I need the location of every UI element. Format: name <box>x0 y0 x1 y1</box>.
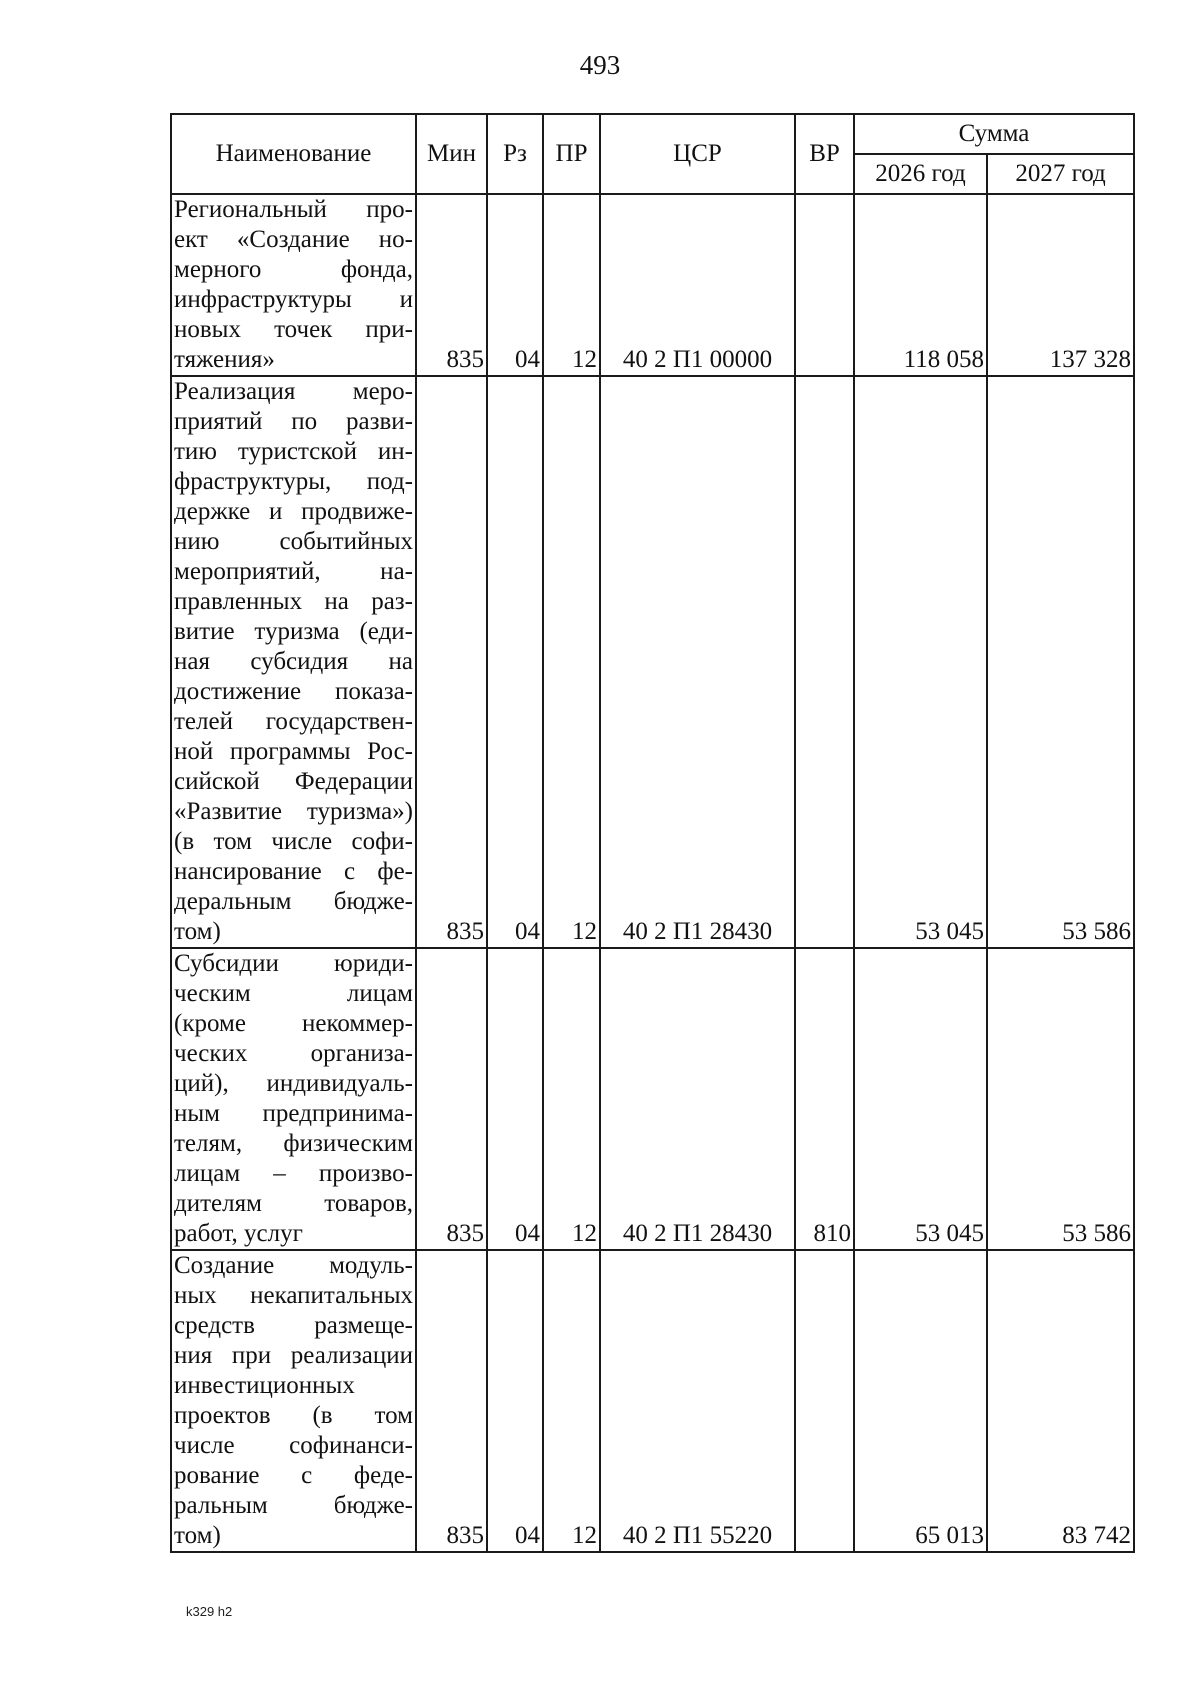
row-name-line: мерного фонда, <box>174 256 413 283</box>
row-csr-cell: 40 2 П1 28430 <box>600 376 795 948</box>
row-name-line: ций), индивидуаль- <box>174 1070 413 1097</box>
table-row <box>171 376 1134 948</box>
row-name-line: Создание модуль- <box>174 1252 413 1279</box>
header-vr: ВР <box>795 114 854 194</box>
row-name-line: держке и продвиже- <box>174 498 413 525</box>
row-name-line: лицам – произво- <box>174 1160 413 1187</box>
row-name-line: ным предпринима- <box>174 1100 413 1127</box>
row-min-cell: 835 <box>416 948 487 1250</box>
row-vr-cell <box>795 1250 854 1552</box>
row-pr-cell: 12 <box>543 1250 600 1552</box>
table-body <box>171 194 1134 1552</box>
row-name-line: ных некапитальных <box>174 1282 413 1309</box>
header-pr: ПР <box>543 114 600 194</box>
row-name-line: телей государствен- <box>174 708 413 735</box>
header-row <box>171 114 1134 154</box>
row-rz-cell: 04 <box>487 948 543 1250</box>
row-rz-cell: 04 <box>487 194 543 376</box>
row-sum-2027-cell: 53 586 <box>987 376 1134 948</box>
row-sum-2026-cell: 53 045 <box>854 376 987 948</box>
row-name-line: том) <box>174 1522 221 1549</box>
row-vr-cell: 810 <box>795 948 854 1250</box>
table-row <box>171 194 1134 376</box>
row-name-line: телям, физическим <box>174 1130 413 1157</box>
header-rz: Рз <box>487 114 543 194</box>
row-name-line: фраструктуры, под- <box>174 468 413 495</box>
row-name-line: инфраструктуры и <box>174 286 413 313</box>
row-name-line: тию туристской ин- <box>174 438 413 465</box>
row-name-line: ной программы Рос- <box>174 738 413 765</box>
row-name-cell <box>171 1250 416 1552</box>
row-sum-2027-cell: 137 328 <box>987 194 1134 376</box>
row-name-line: достижение показа- <box>174 678 413 705</box>
row-name-line: ния при реализации <box>174 1342 413 1369</box>
row-sum-2026-cell: 53 045 <box>854 948 987 1250</box>
row-name-line: деральным бюдже- <box>174 888 413 915</box>
row-name-cell <box>171 376 416 948</box>
row-pr-cell: 12 <box>543 194 600 376</box>
row-sum-2026-cell: 65 013 <box>854 1250 987 1552</box>
row-min-cell: 835 <box>416 376 487 948</box>
table-row <box>171 1250 1134 1552</box>
row-name-line: ческим лицам <box>174 980 413 1007</box>
header-year-2026: 2026 год <box>854 154 987 194</box>
row-name-line: рование с феде- <box>174 1462 413 1489</box>
header-sum: Сумма <box>854 114 1134 154</box>
row-name-line: нансирование с фе- <box>174 858 413 885</box>
row-name-line: дителям товаров, <box>174 1190 413 1217</box>
header-min: Мин <box>416 114 487 194</box>
row-csr-cell: 40 2 П1 00000 <box>600 194 795 376</box>
row-name-line: средств размеще- <box>174 1312 413 1339</box>
footer-mark: k329 h2 <box>186 1604 233 1619</box>
row-sum-2027-cell: 83 742 <box>987 1250 1134 1552</box>
row-name-line: «Развитие туризма») <box>174 798 413 825</box>
row-name-cell <box>171 194 416 376</box>
row-name-line: тяжения» <box>174 346 275 373</box>
row-name-line: ект «Создание но- <box>174 226 413 253</box>
row-csr-cell: 40 2 П1 28430 <box>600 948 795 1250</box>
row-name-line: сийской Федерации <box>174 768 413 795</box>
row-name-line: ческих организа- <box>174 1040 413 1067</box>
row-pr-cell: 12 <box>543 376 600 948</box>
row-name-line: нию событийных <box>174 528 413 555</box>
row-sum-2027-cell: 53 586 <box>987 948 1134 1250</box>
row-name-line: Региональный про- <box>174 196 413 223</box>
row-name-line: ная субсидия на <box>174 648 413 675</box>
row-name-line: (в том числе софи- <box>174 828 413 855</box>
row-pr-cell: 12 <box>543 948 600 1250</box>
row-name-line: Субсидии юриди- <box>174 950 413 977</box>
row-rz-cell: 04 <box>487 376 543 948</box>
row-sum-2026-cell: 118 058 <box>854 194 987 376</box>
row-min-cell: 835 <box>416 1250 487 1552</box>
row-rz-cell: 04 <box>487 1250 543 1552</box>
page-number: 493 <box>579 50 621 80</box>
row-min-cell: 835 <box>416 194 487 376</box>
row-name-line: приятий по разви- <box>174 408 413 435</box>
row-name-line: том) <box>174 918 221 945</box>
header-csr: ЦСР <box>600 114 795 194</box>
row-name-line: новых точек при- <box>174 316 413 343</box>
row-name-line: работ, услуг <box>174 1220 303 1247</box>
header-name: Наименование <box>171 114 416 194</box>
row-name-line: правленных на раз- <box>174 588 413 615</box>
row-name-line: мероприятий, на- <box>174 558 413 585</box>
row-name-line: (кроме некоммер- <box>174 1010 413 1037</box>
row-name-line: числе софинанси- <box>174 1432 413 1459</box>
row-name-line: витие туризма (еди- <box>174 618 413 645</box>
row-vr-cell <box>795 376 854 948</box>
header-year-2027: 2027 год <box>987 154 1134 194</box>
row-name-line: ральным бюдже- <box>174 1492 413 1519</box>
row-name-line: Реализация меро- <box>174 378 413 405</box>
row-name-cell <box>171 948 416 1250</box>
budget-table <box>170 113 1135 1553</box>
row-vr-cell <box>795 194 854 376</box>
row-name-line: проектов (в том <box>174 1402 413 1429</box>
row-name-line: инвестиционных <box>174 1372 355 1399</box>
row-csr-cell: 40 2 П1 55220 <box>600 1250 795 1552</box>
table-row <box>171 948 1134 1250</box>
